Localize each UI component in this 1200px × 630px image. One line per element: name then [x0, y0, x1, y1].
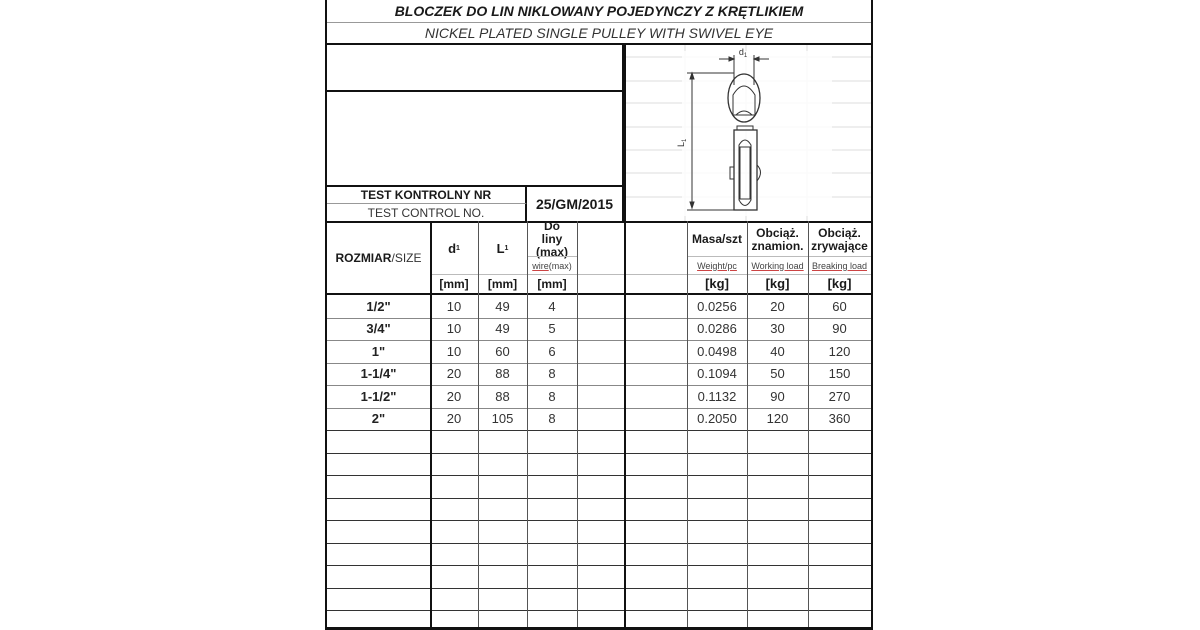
cell-mass: 0.1094 [697, 366, 737, 382]
cell-d1: 10 [446, 298, 462, 314]
row-divider [327, 565, 871, 566]
col-border-size [430, 221, 432, 630]
header-mass-pl: Masa/szt [691, 232, 743, 246]
row-divider [327, 610, 871, 611]
row-divider [327, 588, 871, 589]
cell-bl: 150 [828, 366, 851, 382]
header-size-en: /SIZE [391, 251, 422, 265]
blank-box-upper [327, 45, 624, 92]
cell-size: 2" [371, 411, 386, 427]
col-border-blank [687, 221, 688, 630]
col-border-l1 [527, 221, 528, 630]
test-number: 25/GM/2015 [527, 187, 624, 221]
diagram-area [624, 45, 871, 221]
cell-mass: 0.0498 [697, 343, 737, 359]
cell-size: 1-1/4" [360, 366, 397, 382]
diagram-d1-label: $d_1$ [738, 47, 748, 59]
cell-wl: 30 [770, 321, 785, 337]
cell-mass: 0.1132 [697, 388, 737, 404]
cell-l1: 88 [495, 366, 510, 382]
diagram-l1-label: $L_1$ [676, 138, 688, 147]
cell-mass: 0.0286 [697, 321, 737, 337]
col-border-wire [577, 221, 578, 630]
row-divider [327, 543, 871, 544]
document-subtitle: NICKEL PLATED SINGLE PULLEY WITH SWIVEL EYE [327, 23, 871, 45]
cell-wire: 5 [548, 321, 556, 337]
cell-l1: 105 [491, 411, 514, 427]
cell-wire: 8 [548, 411, 556, 427]
cell-size: 3/4" [366, 321, 391, 337]
unit-wire: [mm] [537, 276, 567, 291]
col-border-wl [808, 221, 809, 630]
row-divider [327, 430, 871, 431]
cell-wl: 120 [766, 411, 789, 427]
unit-l1: [mm] [487, 276, 518, 291]
cell-bl: 360 [828, 411, 851, 427]
header-bl-en: Breaking load [808, 256, 871, 274]
pulley-diagram [624, 45, 871, 221]
header-size-pl: ROZMIAR [335, 251, 392, 265]
row-divider [327, 385, 871, 386]
test-label-pl: TEST KONTROLNY NR [327, 187, 527, 204]
header-wire-en-ul: wire [532, 260, 549, 271]
row-divider [327, 318, 871, 319]
cell-d1: 20 [446, 411, 462, 427]
cell-d1: 20 [446, 388, 462, 404]
header-d1-text: d [448, 241, 457, 256]
cell-mass: 0.2050 [697, 411, 737, 427]
row-divider [327, 408, 871, 409]
row-divider [327, 340, 871, 341]
header-l1-text: L [496, 241, 505, 256]
cell-l1: 49 [495, 321, 510, 337]
row-divider [327, 453, 871, 454]
unit-mass: [kg] [705, 276, 729, 291]
header-wire-en [527, 256, 577, 274]
unit-wl: [kg] [765, 276, 790, 291]
cell-d1: 10 [446, 321, 462, 337]
header-d1-sub: 1 [456, 245, 460, 252]
test-label-en: TEST CONTROL NO. [327, 204, 527, 221]
cell-d1: 10 [446, 343, 462, 359]
header-mass-en: Weight/pc [687, 256, 747, 274]
unit-bl: [kg] [827, 276, 852, 291]
header-bl-pl: Obciąż. zrywające [811, 225, 868, 253]
cell-l1: 49 [495, 298, 510, 314]
cell-bl: 90 [832, 321, 847, 337]
col-border-middle [624, 45, 626, 630]
header-l1 [478, 223, 527, 274]
cell-size: 1/2" [366, 298, 391, 314]
row-divider [327, 475, 871, 476]
cell-wire: 4 [548, 298, 556, 314]
cell-wl: 90 [770, 388, 785, 404]
header-wl-en: Working load [747, 256, 808, 274]
spec-sheet [325, 0, 873, 630]
row-divider [327, 363, 871, 364]
header-d1 [430, 223, 478, 274]
cell-wire: 6 [548, 343, 556, 359]
cell-mass: 0.0256 [697, 298, 737, 314]
cell-wire: 8 [548, 388, 556, 404]
header-l1-sub: 1 [504, 245, 509, 252]
cell-wl: 20 [770, 298, 785, 314]
document-title: BLOCZEK DO LIN NIKLOWANY POJEDYNCZY Z KRĘTLIKIEM [327, 0, 871, 23]
row-divider [327, 520, 871, 521]
col-border-mass [747, 221, 748, 630]
cell-l1: 88 [495, 388, 510, 404]
header-wire-en-rest: (max) [548, 260, 572, 271]
cell-bl: 270 [828, 388, 851, 404]
unit-d1: [mm] [439, 276, 469, 291]
header-wire-pl: Do liny (max) [535, 219, 568, 259]
cell-size: 1" [371, 343, 386, 359]
blank-box-lower [327, 92, 624, 187]
cell-size: 1-1/2" [360, 388, 397, 404]
cell-bl: 60 [832, 298, 847, 314]
header-wl-pl: Obciąż. znamion. [751, 225, 804, 253]
cell-l1: 60 [495, 343, 510, 359]
cell-wl: 40 [770, 343, 785, 359]
cell-d1: 20 [446, 366, 462, 382]
col-border-d1 [478, 221, 479, 630]
header-size [327, 223, 430, 293]
cell-wire: 8 [548, 366, 556, 382]
row-divider [327, 498, 871, 499]
cell-wl: 50 [770, 366, 785, 382]
cell-bl: 120 [828, 343, 851, 359]
